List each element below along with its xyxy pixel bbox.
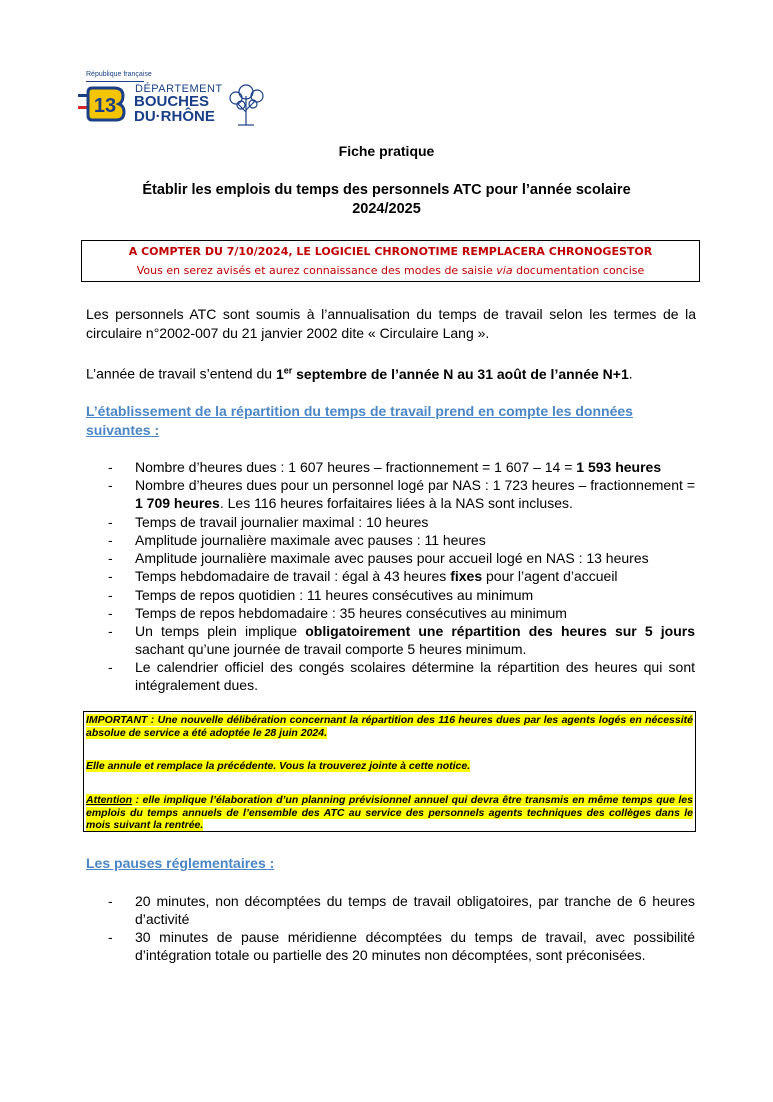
b13-logo-mark-icon: [78, 84, 132, 124]
work-year-ordinal: er: [283, 365, 293, 375]
republique-francaise-label: République française: [86, 71, 152, 78]
list-item-text: obligatoirement une répartition des heures sur 5 jours: [305, 623, 696, 639]
notice-headline: A COMPTER DU 7/10/2024, LE LOGICIEL CHRONOTIME REMPLACERA CHRONOGESTOR: [128, 245, 653, 258]
replacement-paragraph: [86, 760, 693, 773]
important-paragraph: [86, 714, 693, 739]
highlighted-text: IMPORTANT : Une nouvelle délibération concernant la répartition des 116 heures dues par les agents logés en nécessité absolue de service a été adoptée le 28 juin 2024.: [86, 714, 693, 739]
section-heading-line1: L’établissement de la répartition du temps de travail prend en compte les données: [86, 403, 633, 419]
list-item-text: [135, 549, 695, 567]
page-title: [0, 181, 773, 219]
list-item-text: Amplitude journalière maximale avec pauses pour accueil logé en NAS : 13 heures: [135, 550, 649, 566]
list-item-text: Temps de repos quotidien : 11 heures consécutives au minimum: [135, 587, 534, 603]
logo-name-line2: DU·RHÔNE: [134, 108, 215, 125]
list-item-text: Temps hebdomadaire de travail : égal à 43 heures: [135, 568, 451, 584]
list-item-text: [135, 604, 695, 622]
highlighted-text: : elle implique l’élaboration d’un planning prévisionnel annuel qui devra être transmis en même temps que les emplois du temps annuels de l’ensemble des ATC au service des personnels agents techniques des collèges dans le mois suivant la rentrée.: [86, 794, 693, 831]
list-item-text: 30 minutes de pause méridienne décomptées du temps de travail, avec possibilité d’intégration totale ou partielle des 20 minutes non décomptées, sont préconisées.: [135, 929, 695, 964]
bullet-dash: -: [108, 514, 113, 530]
list-item-text: Le calendrier officiel des congés scolaires détermine la répartition des heures qui sont intégralement dues.: [135, 659, 695, 694]
software-change-notice: [81, 240, 700, 282]
page-title-line1: Établir les emplois du temps des personnels ATC pour l’année scolaire: [142, 182, 631, 198]
highlighted-text: [86, 794, 693, 831]
list-item-text: [135, 658, 695, 694]
attention-paragraph: [86, 794, 693, 832]
bullet-dash: -: [108, 550, 113, 566]
list-item-text: sachant qu’une journée de travail comporte 5 heures minimum.: [135, 641, 527, 658]
olive-tree-icon: [226, 82, 268, 126]
notice-subline-start: Vous en serez avisés et aurez connaissance des modes de saisie: [136, 264, 497, 277]
list-item-text: [135, 531, 695, 549]
work-year-range: septembre de l’année N au 31 août de l’année N+1: [292, 365, 629, 382]
list-item-text: Temps de travail journalier maximal : 10 heures: [135, 514, 429, 530]
bullet-dash: -: [108, 477, 113, 493]
notice-subline: [82, 264, 699, 277]
work-year-day: 1: [275, 365, 284, 382]
list-item-text: 1 709 heures: [135, 495, 220, 512]
bullet-dash: -: [108, 587, 113, 603]
bullet-dash: -: [108, 893, 113, 909]
list-item-text: Amplitude journalière maximale avec pauses : 11 heures: [135, 532, 486, 548]
list-item-text: [135, 567, 695, 585]
list-item-text: fixes: [450, 568, 483, 584]
notice-subline-end: documentation concise: [512, 264, 645, 277]
logo-rule: [86, 81, 144, 82]
list-item-text: Temps de repos hebdomadaire : 35 heures consécutives au minimum: [135, 605, 567, 621]
list-item-text: [135, 458, 695, 476]
page-title-line2: 2024/2025: [352, 201, 421, 217]
list-item-text: . Les 116 heures forfaitaires liées à la NAS sont incluses.: [219, 495, 573, 512]
list-item-text: Nombre d’heures dues pour un personnel logé par NAS : 1 723 heures – fractionnement =: [135, 477, 695, 493]
bullet-dash: -: [108, 623, 113, 639]
section-heading-breaks: Les pauses réglementaires :: [86, 855, 275, 871]
document-type-heading: Fiche pratique: [338, 143, 435, 159]
highlighted-text: Attention: [86, 794, 133, 806]
list-item-text: [135, 622, 695, 658]
department-logo: [78, 70, 270, 128]
important-notice-box: [83, 711, 696, 832]
list-item-text: [135, 586, 695, 604]
work-year-period: .: [628, 365, 633, 382]
list-item-text: 20 minutes, non décomptées du temps de travail obligatoires, par tranche de 6 heures d’activité: [135, 893, 695, 928]
departement-label: DÉPARTEMENT: [135, 83, 223, 95]
list-item-text: Nombre d’heures dues : 1 607 heures – fractionnement = 1 607 – 14 =: [135, 459, 577, 475]
bullet-dash: -: [108, 568, 113, 584]
work-year-paragraph: [86, 361, 696, 384]
list-item-text: [135, 513, 695, 531]
section-heading-line2: suivantes :: [86, 422, 160, 438]
bullet-dash: -: [108, 459, 113, 475]
logo-name-line1: BOUCHES: [134, 93, 210, 110]
highlighted-text: Elle annule et remplace la précédente. Vous la trouverez jointe à cette notice.: [86, 760, 471, 772]
list-item-text: pour l’agent d’accueil: [482, 568, 618, 584]
section-heading-distribution: [86, 402, 686, 440]
list-item-text: Un temps plein implique: [135, 623, 306, 639]
list-item-text: [135, 476, 695, 512]
bullet-dash: -: [108, 659, 113, 675]
work-year-text: L’année de travail s’entend du: [86, 365, 276, 382]
intro-paragraph: Les personnels ATC sont soumis à l’annualisation du temps de travail selon les termes de la circulaire n°2002-007 du 21 janvier 2002 dite « Circulaire Lang ».: [86, 306, 696, 341]
list-item-text: 1 593 heures: [576, 459, 662, 475]
bullet-dash: -: [108, 929, 113, 945]
svg-text:13: 13: [93, 95, 117, 117]
bullet-dash: -: [108, 532, 113, 548]
notice-subline-italic: via: [496, 264, 513, 277]
bullet-dash: -: [108, 605, 113, 621]
